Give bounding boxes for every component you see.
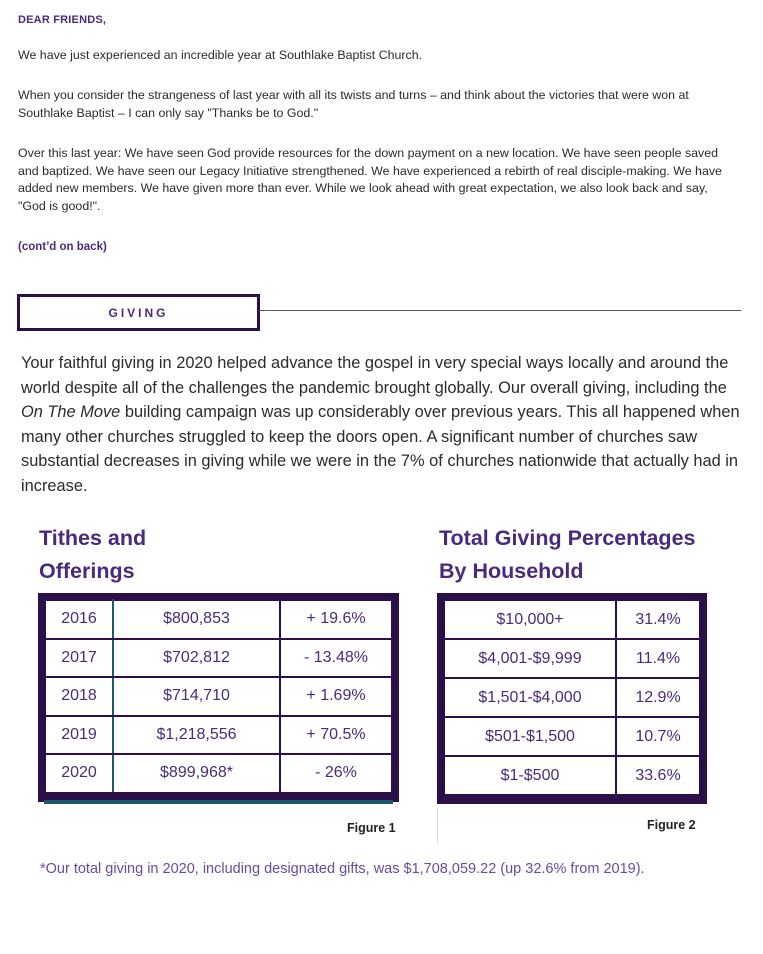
figure-2-caption: Figure 2: [647, 818, 696, 832]
table-row: [45, 639, 392, 678]
table-row: [444, 639, 700, 678]
percent-cell: 31.4%: [616, 600, 700, 639]
giving-intro-paragraph: [21, 351, 747, 499]
amount-cell: $702,812: [113, 639, 280, 678]
table-row: [444, 678, 700, 717]
amount-cell: $714,710: [113, 677, 280, 716]
table-row: [444, 600, 700, 639]
table-row: [45, 716, 392, 755]
change-cell: + 70.5%: [280, 716, 392, 755]
household-heading-line1: Total Giving Percentages: [439, 526, 696, 550]
year-cell: 2020: [45, 754, 113, 793]
change-cell: - 26%: [280, 754, 392, 793]
household-heading-line2: By Household: [439, 559, 584, 583]
year-cell: 2019: [45, 716, 113, 755]
year-cell: 2016: [45, 600, 113, 639]
range-cell: $1-$500: [444, 756, 616, 795]
household-heading: [439, 522, 695, 588]
range-cell: $4,001-$9,999: [444, 639, 616, 678]
amount-cell: $899,968*: [113, 754, 280, 793]
change-cell: - 13.48%: [280, 639, 392, 678]
percent-cell: 11.4%: [616, 639, 700, 678]
change-cell: + 1.69%: [280, 677, 392, 716]
percent-cell: 33.6%: [616, 756, 700, 795]
section-divider-line: [259, 310, 741, 311]
letter-paragraph-1: We have just experienced an incredible year at Southlake Baptist Church.: [18, 48, 423, 62]
percent-cell: 10.7%: [616, 717, 700, 756]
amount-cell: $800,853: [113, 600, 280, 639]
table-row: [45, 754, 392, 793]
greeting: DEAR FRIENDS,: [18, 14, 107, 26]
table-row: [45, 677, 392, 716]
change-cell: + 19.6%: [280, 600, 392, 639]
figure-divider: [437, 808, 438, 842]
campaign-name: On The Move: [21, 403, 121, 422]
letter-paragraph-2: When you consider the strangeness of last year with all its twists and turns – and think about the victories that were won at Southlake Baptist – I can only say "Thanks be to God.": [18, 88, 689, 120]
table-row: [45, 600, 392, 639]
year-cell: 2018: [45, 677, 113, 716]
percent-cell: 12.9%: [616, 678, 700, 717]
tithes-heading-line1: Tithes and: [39, 526, 147, 550]
intro-text-start: Your faithful giving in 2020 helped advance the gospel in very special ways locally and around the world despite all of the challenges the pandemic brought globally. Our overall giving, including the: [21, 354, 729, 397]
range-cell: $1,501-$4,000: [444, 678, 616, 717]
table-row: [444, 717, 700, 756]
figure-1-caption: Figure 1: [347, 821, 396, 835]
year-cell: 2017: [45, 639, 113, 678]
giving-section-label: GIVING: [108, 305, 169, 320]
table-row: [444, 756, 700, 795]
range-cell: $501-$1,500: [444, 717, 616, 756]
tithes-heading: [39, 522, 146, 588]
household-table: [437, 593, 707, 804]
tithes-heading-line2: Offerings: [39, 559, 135, 583]
footnote: *Our total giving in 2020, including designated gifts, was $1,708,059.22 (up 32.6% from 2019).: [40, 861, 645, 877]
range-cell: $10,000+: [444, 600, 616, 639]
letter-paragraph-3: Over this last year: We have seen God provide resources for the down payment on a new location. We have seen people saved and baptized. We have seen our Legacy Initiative strengthened. We have experienced a rebirth of real disciple-making. We have added new members. We have given more than ever. While we look ahead with great expectation, we also look back and say, "God is good!".: [18, 146, 722, 213]
amount-cell: $1,218,556: [113, 716, 280, 755]
continued-note: (cont’d on back): [18, 241, 107, 253]
table-accent-bar: [44, 800, 393, 804]
tithes-table: [38, 593, 399, 802]
giving-section-header: [17, 294, 260, 331]
intro-text-end: building campaign was up considerably over previous years. This all happened when many other churches struggled to keep the doors open. A significant number of churches saw substantial decreases in giving while we were in the 7% of churches nationwide that actually had in increase.: [21, 403, 740, 495]
